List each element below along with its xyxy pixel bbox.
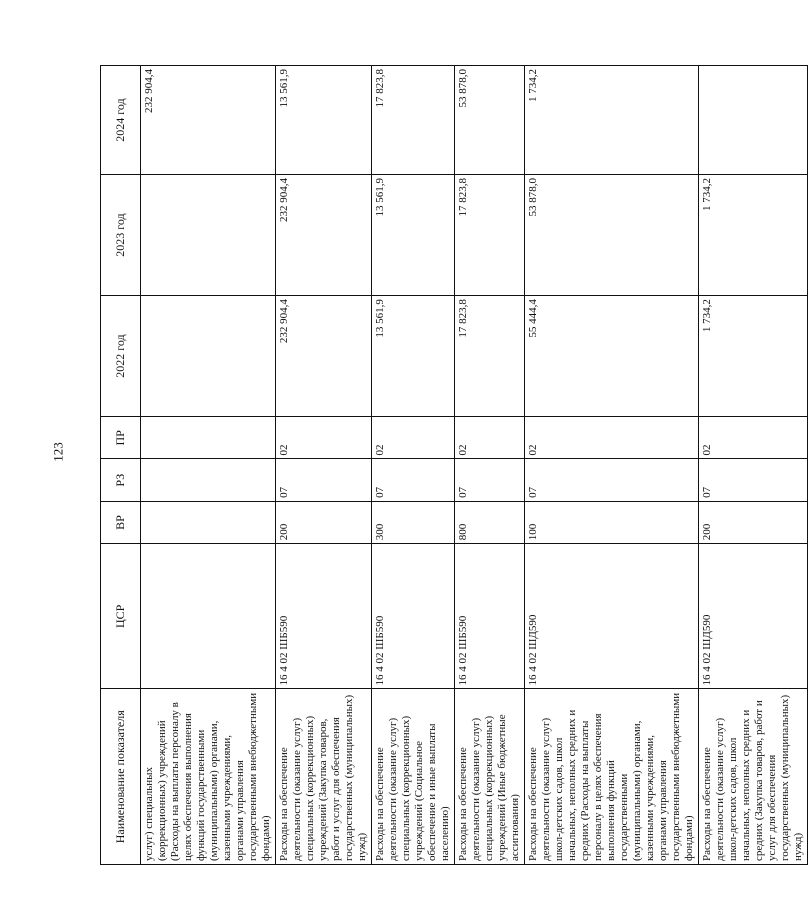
cell-rz: 07: [276, 459, 372, 501]
table-row: [276, 66, 372, 865]
cell-vr: [141, 501, 276, 543]
cell-2023: 17 823,8: [455, 175, 525, 296]
cell-2024: 232 904,4: [141, 66, 276, 175]
cell-2022: 232 904,4: [276, 296, 372, 417]
cell-2023: [141, 175, 276, 296]
cell-2024: 53 878,0: [455, 66, 525, 175]
table-header-row: [101, 66, 141, 865]
cell-csr: 16 4 02 ШБ590: [276, 544, 372, 689]
cell-rz: 07: [699, 459, 808, 501]
rotated-table-wrapper: [100, 65, 804, 865]
cell-rz: [141, 459, 276, 501]
cell-2024: 17 823,8: [372, 66, 455, 175]
cell-name: Расходы на обеспечение деятельности (оказание услуг) школ-детских садов, школ начальных, неполных средних и средних (Расходы на выплаты персоналу в целях обеспечения выполнения функций государственными (муниципальными) органами, казенными учреждениями, органами управления государственными внебюджетными фондами): [525, 689, 699, 865]
cell-vr: 200: [276, 501, 372, 543]
cell-2022: 13 561,9: [372, 296, 455, 417]
header-pr: ПР: [101, 417, 141, 459]
cell-csr: 16 4 02 ШБ590: [372, 544, 455, 689]
cell-2022: 55 444,4: [525, 296, 699, 417]
cell-pr: 02: [372, 417, 455, 459]
budget-table: [100, 65, 808, 865]
cell-name: Расходы на обеспечение деятельности (оказание услуг) специальных (коррекционных) учреждений (Социальное обеспечение и иные выплаты населению): [372, 689, 455, 865]
cell-name: Расходы на обеспечение деятельности (оказание услуг) специальных (коррекционных) учреждений (Закупка товаров, работ и услуг для обеспечения государственных (муниципальных) нужд): [276, 689, 372, 865]
table-row: [372, 66, 455, 865]
cell-rz: 07: [372, 459, 455, 501]
cell-2024: 1 734,2: [525, 66, 699, 175]
cell-pr: [141, 417, 276, 459]
cell-csr: 16 4 02 ШД590: [525, 544, 699, 689]
cell-pr: 02: [455, 417, 525, 459]
cell-2024: 13 561,9: [276, 66, 372, 175]
header-rz: РЗ: [101, 459, 141, 501]
cell-pr: 02: [525, 417, 699, 459]
cell-2023: 13 561,9: [372, 175, 455, 296]
cell-name: Расходы на обеспечение деятельности (оказание услуг) школ-детских садов, школ начальных, неполных средних и средних (Закупка товаров, работ и услуг для обеспечения государственных (муниципальных) нужд): [699, 689, 808, 865]
cell-vr: 800: [455, 501, 525, 543]
page-number: 123: [50, 442, 66, 462]
table-row: [455, 66, 525, 865]
cell-pr: 02: [699, 417, 808, 459]
header-2023: 2023 год: [101, 175, 141, 296]
cell-pr: 02: [276, 417, 372, 459]
cell-vr: 100: [525, 501, 699, 543]
header-vr: ВР: [101, 501, 141, 543]
cell-2023: 1 734,2: [699, 175, 808, 296]
cell-rz: 07: [455, 459, 525, 501]
cell-2023: 53 878,0: [525, 175, 699, 296]
table-row: [525, 66, 699, 865]
cell-2023: 232 904,4: [276, 175, 372, 296]
cell-vr: 300: [372, 501, 455, 543]
cell-name: услуг) специальных (коррекционных) учреждений (Расходы на выплаты персоналу в целях обеспечения выполнения функций государственными (муниципальными) органами, казенными учреждениями, органами управления государственными внебюджетными фондами): [141, 689, 276, 865]
cell-2022: 1 734,2: [699, 296, 808, 417]
cell-csr: 16 4 02 ШБ590: [455, 544, 525, 689]
cell-vr: 200: [699, 501, 808, 543]
header-2024: 2024 год: [101, 66, 141, 175]
cell-rz: 07: [525, 459, 699, 501]
table-row: [699, 66, 808, 865]
header-csr: ЦСР: [101, 544, 141, 689]
table-row: [141, 66, 276, 865]
cell-2022: 17 823,8: [455, 296, 525, 417]
header-name: Наименование показателя: [101, 689, 141, 865]
cell-2024: [699, 66, 808, 175]
cell-csr: [141, 544, 276, 689]
header-2022: 2022 год: [101, 296, 141, 417]
cell-name: Расходы на обеспечение деятельности (оказание услуг) специальных (коррекционных) учреждений (Иные бюджетные ассигнования): [455, 689, 525, 865]
cell-csr: 16 4 02 ШД590: [699, 544, 808, 689]
cell-2022: [141, 296, 276, 417]
